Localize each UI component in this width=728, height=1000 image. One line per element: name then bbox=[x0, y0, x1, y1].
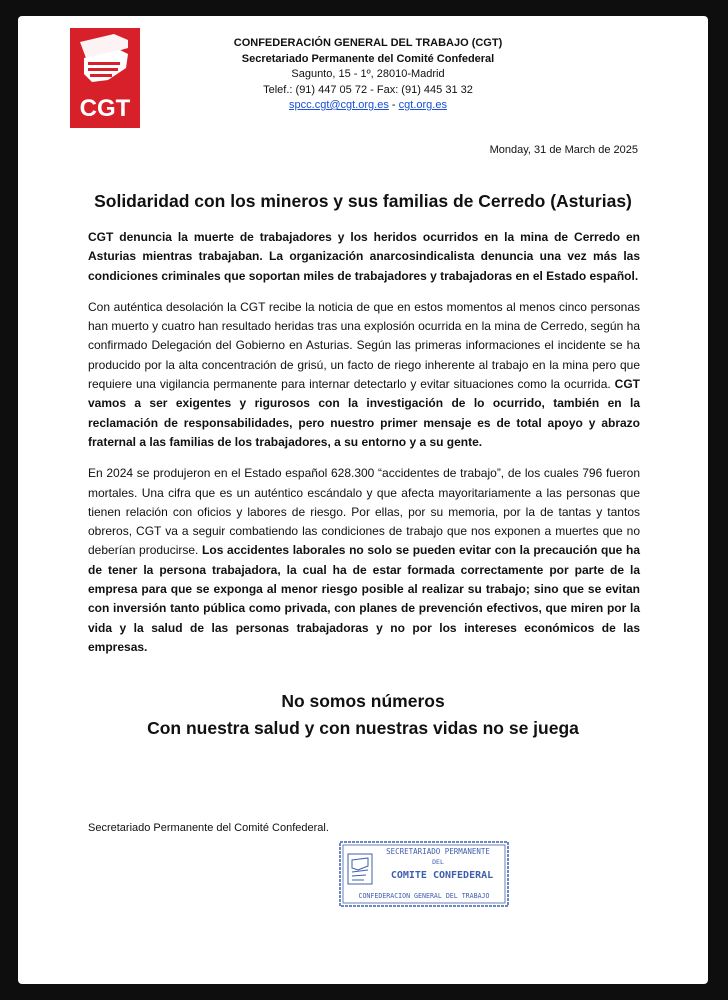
letterhead bbox=[168, 36, 568, 114]
document-body bbox=[88, 228, 640, 669]
website-link[interactable]: cgt.org.es bbox=[398, 99, 447, 111]
stamp-line-1: SECRETARIADO PERMANENTE bbox=[386, 847, 490, 856]
official-stamp bbox=[338, 840, 510, 908]
phone-fax: Telef.: (91) 447 05 72 - Fax: (91) 445 31 32 bbox=[263, 83, 473, 96]
paragraph-3-text: En 2024 se produjeron en el Estado español 628.300 “accidentes de trabajo”, de los cuales 796 fueron mortales. Una cifra que es un auténtico escándalo y que afecta mayoritariamente a las personas que tienen relación con oficios y labores de riesgo. Por ellas, por su memoria, por la de tantas y tantos obreros, CGT va a seguir combatiendo las condiciones de trabajo que nos exponen a muertes que no deberían producirse. bbox=[88, 466, 640, 558]
org-name: CONFEDERACIÓN GENERAL DEL TRABAJO (CGT) bbox=[233, 37, 503, 49]
stamp-emblem-icon bbox=[348, 854, 372, 884]
stamp-line-4: CONFEDERACION GENERAL DEL TRABAJO bbox=[358, 892, 490, 900]
email-link[interactable]: spcc.cgt@cgt.org.es bbox=[289, 99, 389, 111]
contact-links bbox=[168, 98, 568, 114]
stamp-line-3: COMITE CONFEDERAL bbox=[390, 870, 494, 881]
link-separator: - bbox=[391, 99, 396, 111]
slogan bbox=[58, 688, 668, 742]
intro-paragraph: CGT denuncia la muerte de trabajadores y los heridos ocurridos en la mina de Cerredo en Asturias mientras trabajaban. La organización anarcosindicalista denuncia una vez más las condiciones criminales que soportan miles de trabajadores y trabajadoras en el Estado español. bbox=[88, 230, 640, 283]
paragraph-2-bold: CGT vamos a ser exigentes y rigurosos con la investigación de lo ocurrido, también en la reclamación de responsabilidades, pero nuestro primer mensaje es de total apoyo y abrazo fraternal a las familias de los trabajadores, a su entorno y a su gente. bbox=[88, 377, 640, 449]
cgt-logo bbox=[70, 28, 140, 128]
paragraph-3 bbox=[88, 464, 640, 657]
paragraph-3-bold: Los accidentes laborales no solo se pueden evitar con la precaución que ha de tener la persona trabajadora, la cual ha de estar formada correctamente por parte de la empresa para que se exponga al menor riesgo posible al realizar su trabajo; sino que se evitan con inversión tanto pública como privada, con planes de prevención efectivos, que miren por la vida y la salud de las personas trabajadoras y no por los intereses económicos de las empresas. bbox=[88, 543, 640, 654]
document-title: Solidaridad con los mineros y sus familias de Cerredo (Asturias) bbox=[94, 191, 632, 211]
secretariat-name: Secretariado Permanente del Comité Confederal bbox=[241, 52, 495, 65]
paragraph-2 bbox=[88, 298, 640, 452]
signoff: Secretariado Permanente del Comité Confederal. bbox=[88, 822, 329, 834]
stamp-line-2: DEL bbox=[432, 858, 444, 866]
address: Sagunto, 15 - 1º, 28010-Madrid bbox=[291, 68, 445, 80]
slogan-line-1: No somos números bbox=[281, 691, 445, 711]
slogan-line-2: Con nuestra salud y con nuestras vidas no se juega bbox=[147, 718, 579, 738]
paragraph-2-text: Con auténtica desolación la CGT recibe la noticia de que en estos momentos al menos cinco personas han muerto y cuatro han resultado heridas tras una explosión ocurrida en la mina de Cerredo, según ha confirmado Delegación del Gobierno en Asturias. Según las primeras informaciones el incidente se ha producido por la alta concentración de grisú, un facto de riego inherente al trabajo en la mina pero que requiere una vigilancia permanente para internar detectarlo y evitar situaciones como la ocurrida. bbox=[88, 299, 640, 392]
document-page bbox=[18, 16, 708, 984]
logo-text: CGT bbox=[79, 95, 131, 122]
document-date: Monday, 31 de March de 2025 bbox=[489, 144, 638, 156]
